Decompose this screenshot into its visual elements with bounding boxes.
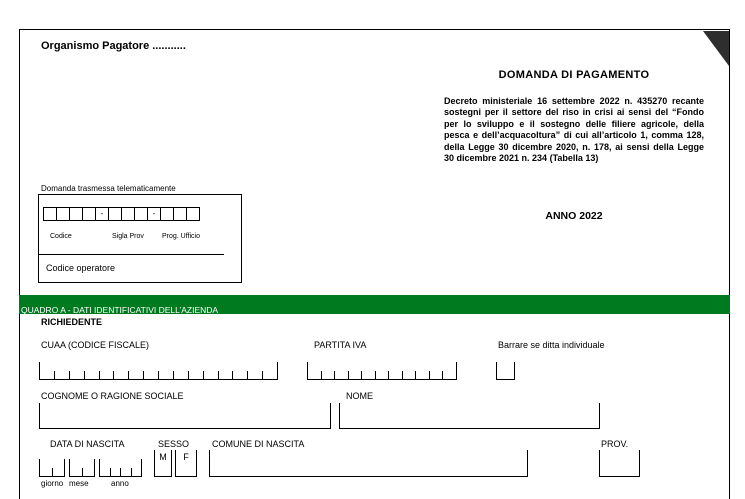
- cell-divider: [128, 371, 129, 379]
- cognome-input[interactable]: [39, 403, 331, 429]
- cell-divider: [99, 459, 100, 476]
- code-cell[interactable]: [56, 207, 70, 221]
- trasmessa-label: Domanda trasmessa telematicamente: [41, 184, 176, 193]
- code-cell[interactable]: [121, 207, 135, 221]
- cuaa-input[interactable]: [39, 363, 278, 380]
- quadro-a-title: QUADRO A - DATI IDENTIFICATIVI DELL’AZIENDA: [21, 305, 219, 315]
- cell-divider: [321, 371, 322, 379]
- prov-label: PROV.: [601, 439, 629, 449]
- cell-divider: [203, 371, 204, 379]
- cell-divider: [52, 468, 53, 476]
- mese-input[interactable]: [69, 460, 95, 477]
- ditta-individuale-checkbox[interactable]: [496, 362, 515, 380]
- sesso-f-box[interactable]: [175, 450, 197, 477]
- code-cell[interactable]: [186, 207, 200, 221]
- decree-text: Decreto ministeriale 16 settembre 2022 n. 435270 recante sostegni per il settore del riso in crisi ai sensi del “Fondo per lo sviluppo e il sostegno delle filiere agricole, della pesca e dell’acquacoltura” di cui all’articolo 1, comma 128, della Legge 30 dicembre 2020, n. 178, ai sensi della Legge 30 dicembre 2021 n. 234 (Tabella 13): [444, 96, 704, 164]
- sesso-f-label: F: [183, 452, 189, 462]
- nome-input[interactable]: [339, 403, 600, 429]
- cell-divider: [82, 468, 83, 476]
- anno-small-label: anno: [111, 479, 129, 488]
- code-cell[interactable]: [82, 207, 96, 221]
- organismo-pagatore: Organismo Pagatore ...........: [41, 40, 186, 52]
- sesso-m-box[interactable]: [154, 450, 172, 477]
- sesso-m-label: M: [159, 452, 167, 462]
- data-nascita-label: DATA DI NASCITA: [50, 439, 125, 449]
- cell-divider: [247, 371, 248, 379]
- giorno-label: giorno: [41, 479, 64, 488]
- cell-divider: [415, 371, 416, 379]
- codice-cells[interactable]: [43, 207, 199, 221]
- code-cell[interactable]: [108, 207, 122, 221]
- cell-divider: [334, 371, 335, 379]
- cell-divider: [110, 468, 111, 476]
- anno-label: ANNO 2022: [545, 210, 603, 222]
- cell-divider: [218, 371, 219, 379]
- dash-cell: -: [95, 207, 109, 221]
- cell-divider: [456, 362, 457, 379]
- cell-divider: [64, 459, 65, 476]
- comune-nascita-input[interactable]: [209, 450, 528, 477]
- cell-divider: [143, 371, 144, 379]
- cognome-label: COGNOME O RAGIONE SOCIALE: [41, 391, 184, 401]
- cell-divider: [113, 371, 114, 379]
- code-cell[interactable]: [43, 207, 57, 221]
- cell-divider: [69, 459, 70, 476]
- giorno-input[interactable]: [39, 460, 65, 477]
- cell-divider: [158, 371, 159, 379]
- cell-divider: [173, 371, 174, 379]
- codice-label: Codice: [50, 233, 72, 240]
- cell-divider: [84, 371, 85, 379]
- code-cell[interactable]: [69, 207, 83, 221]
- nome-label: NOME: [346, 391, 373, 401]
- cell-divider: [120, 468, 121, 476]
- mese-label: mese: [69, 479, 89, 488]
- cell-divider: [141, 459, 142, 476]
- cell-divider: [188, 371, 189, 379]
- cell-divider: [429, 371, 430, 379]
- code-cell[interactable]: [134, 207, 148, 221]
- cell-divider: [54, 371, 55, 379]
- cell-divider: [39, 362, 40, 379]
- cell-divider: [348, 371, 349, 379]
- quadro-a-band: [19, 295, 730, 314]
- corner-mark: [703, 31, 729, 66]
- cell-divider: [402, 371, 403, 379]
- cell-divider: [69, 371, 70, 379]
- cell-divider: [232, 371, 233, 379]
- cell-divider: [361, 371, 362, 379]
- cell-divider: [262, 371, 263, 379]
- comune-nascita-label: COMUNE DI NASCITA: [212, 439, 305, 449]
- cell-divider: [39, 459, 40, 476]
- anno-input[interactable]: [99, 460, 142, 477]
- cell-divider: [307, 362, 308, 379]
- cell-divider: [277, 362, 278, 379]
- partita-iva-label: PARTITA IVA: [314, 340, 367, 350]
- code-cell[interactable]: [173, 207, 187, 221]
- codice-operatore-label: Codice operatore: [46, 263, 116, 273]
- box-divider: [38, 254, 224, 255]
- cell-divider: [375, 371, 376, 379]
- prov-input[interactable]: [599, 450, 640, 477]
- sesso-label: SESSO: [158, 439, 190, 449]
- cell-divider: [99, 371, 100, 379]
- form-title: DOMANDA DI PAGAMENTO: [498, 69, 650, 81]
- code-cell[interactable]: [160, 207, 174, 221]
- cell-divider: [388, 371, 389, 379]
- partita-iva-input[interactable]: [307, 363, 457, 380]
- ditta-individuale-label: Barrare se ditta individuale: [498, 340, 605, 350]
- richiedente-heading: RICHIEDENTE: [41, 317, 103, 327]
- cuaa-label: CUAA (CODICE FISCALE): [41, 340, 150, 350]
- prog-ufficio-label: Prog. Ufficio: [162, 233, 200, 240]
- sigla-prov-label: Sigla Prov: [112, 233, 144, 240]
- cell-divider: [94, 459, 95, 476]
- dash-cell: -: [147, 207, 161, 221]
- cell-divider: [131, 468, 132, 476]
- cell-divider: [442, 371, 443, 379]
